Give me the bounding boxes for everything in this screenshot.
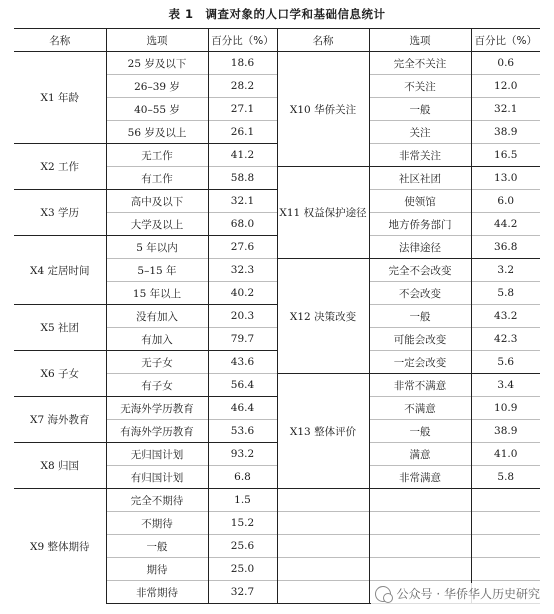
percent-cell: 32.7 bbox=[208, 581, 277, 604]
group-name: X1 年龄 bbox=[14, 52, 106, 144]
group-name: X2 工作 bbox=[14, 144, 106, 190]
group-name: X9 整体期待 bbox=[14, 489, 106, 604]
option-cell: 一般 bbox=[369, 305, 471, 328]
percent-cell: 53.6 bbox=[208, 420, 277, 443]
group-name: X8 归国 bbox=[14, 443, 106, 489]
percent-cell: 43.2 bbox=[471, 305, 540, 328]
group-name: X4 定居时间 bbox=[14, 236, 106, 305]
option-cell: 可能会改变 bbox=[369, 328, 471, 351]
percent-cell: 79.7 bbox=[208, 328, 277, 351]
percent-cell: 5.8 bbox=[471, 466, 540, 489]
empty-cell bbox=[277, 558, 369, 581]
option-cell: 26–39 岁 bbox=[106, 75, 208, 98]
option-cell: 完全不期待 bbox=[106, 489, 208, 512]
header-pct-left: 百分比（%） bbox=[208, 29, 277, 52]
percent-cell: 44.2 bbox=[471, 213, 540, 236]
wechat-logo-icon bbox=[375, 586, 391, 602]
percent-cell: 26.1 bbox=[208, 121, 277, 144]
option-cell: 满意 bbox=[369, 443, 471, 466]
empty-cell bbox=[277, 535, 369, 558]
option-cell: 期待 bbox=[106, 558, 208, 581]
option-cell: 不满意 bbox=[369, 397, 471, 420]
percent-cell: 41.0 bbox=[471, 443, 540, 466]
percent-cell: 10.9 bbox=[471, 397, 540, 420]
percent-cell: 41.2 bbox=[208, 144, 277, 167]
option-cell: 有工作 bbox=[106, 167, 208, 190]
percent-cell: 28.2 bbox=[208, 75, 277, 98]
option-cell: 完全不会改变 bbox=[369, 259, 471, 282]
option-cell: 有海外学历教育 bbox=[106, 420, 208, 443]
survey-table bbox=[14, 28, 540, 604]
empty-cell bbox=[471, 535, 540, 558]
percent-cell: 0.6 bbox=[471, 52, 540, 75]
empty-cell bbox=[471, 489, 540, 512]
empty-cell bbox=[277, 581, 369, 604]
percent-cell: 18.6 bbox=[208, 52, 277, 75]
option-cell: 一般 bbox=[369, 420, 471, 443]
empty-cell bbox=[277, 512, 369, 535]
percent-cell: 20.3 bbox=[208, 305, 277, 328]
percent-cell: 58.8 bbox=[208, 167, 277, 190]
group-name: X10 华侨关注 bbox=[277, 52, 369, 167]
option-cell: 15 年以上 bbox=[106, 282, 208, 305]
option-cell: 无归国计划 bbox=[106, 443, 208, 466]
header-row bbox=[14, 29, 540, 52]
percent-cell: 32.1 bbox=[471, 98, 540, 121]
option-cell: 非常不满意 bbox=[369, 374, 471, 397]
option-cell: 非常期待 bbox=[106, 581, 208, 604]
percent-cell: 43.6 bbox=[208, 351, 277, 374]
percent-cell: 15.2 bbox=[208, 512, 277, 535]
empty-cell bbox=[369, 558, 471, 581]
option-cell: 无工作 bbox=[106, 144, 208, 167]
percent-cell: 32.3 bbox=[208, 259, 277, 282]
group-name: X7 海外教育 bbox=[14, 397, 106, 443]
percent-cell: 16.5 bbox=[471, 144, 540, 167]
percent-cell: 6.0 bbox=[471, 190, 540, 213]
percent-cell: 46.4 bbox=[208, 397, 277, 420]
option-cell: 非常满意 bbox=[369, 466, 471, 489]
option-cell: 使领馆 bbox=[369, 190, 471, 213]
percent-cell: 56.4 bbox=[208, 374, 277, 397]
percent-cell: 38.9 bbox=[471, 420, 540, 443]
option-cell: 地方侨务部门 bbox=[369, 213, 471, 236]
option-cell: 有子女 bbox=[106, 374, 208, 397]
empty-cell bbox=[369, 489, 471, 512]
percent-cell: 68.0 bbox=[208, 213, 277, 236]
option-cell: 不关注 bbox=[369, 75, 471, 98]
table-body bbox=[14, 52, 540, 604]
header-option-left: 选项 bbox=[106, 29, 208, 52]
percent-cell: 1.5 bbox=[208, 489, 277, 512]
group-name: X13 整体评价 bbox=[277, 374, 369, 489]
table-title: 表 1 调查对象的人口学和基础信息统计 bbox=[168, 7, 386, 21]
option-cell: 非常关注 bbox=[369, 144, 471, 167]
percent-cell: 27.1 bbox=[208, 98, 277, 121]
percent-cell: 93.2 bbox=[208, 443, 277, 466]
percent-cell: 6.8 bbox=[208, 466, 277, 489]
group-name: X5 社团 bbox=[14, 305, 106, 351]
option-cell: 56 岁及以上 bbox=[106, 121, 208, 144]
option-cell: 不期待 bbox=[106, 512, 208, 535]
option-cell: 有加入 bbox=[106, 328, 208, 351]
header-name-left: 名称 bbox=[14, 29, 106, 52]
option-cell: 一般 bbox=[106, 535, 208, 558]
header-name-right: 名称 bbox=[277, 29, 369, 52]
option-cell: 不会改变 bbox=[369, 282, 471, 305]
percent-cell: 5.6 bbox=[471, 351, 540, 374]
group-name: X6 子女 bbox=[14, 351, 106, 397]
option-cell: 大学及以上 bbox=[106, 213, 208, 236]
option-cell: 高中及以下 bbox=[106, 190, 208, 213]
percent-cell: 32.1 bbox=[208, 190, 277, 213]
option-cell: 40–55 岁 bbox=[106, 98, 208, 121]
empty-cell bbox=[471, 512, 540, 535]
empty-cell bbox=[471, 558, 540, 581]
percent-cell: 13.0 bbox=[471, 167, 540, 190]
option-cell: 有归国计划 bbox=[106, 466, 208, 489]
watermark-text: 公众号 · 华侨华人历史研究 bbox=[396, 587, 540, 601]
percent-cell: 3.2 bbox=[471, 259, 540, 282]
percent-cell: 25.0 bbox=[208, 558, 277, 581]
percent-cell: 25.6 bbox=[208, 535, 277, 558]
group-name: X12 决策改变 bbox=[277, 259, 369, 374]
option-cell: 法律途径 bbox=[369, 236, 471, 259]
option-cell: 25 岁及以下 bbox=[106, 52, 208, 75]
percent-cell: 12.0 bbox=[471, 75, 540, 98]
option-cell: 无海外学历教育 bbox=[106, 397, 208, 420]
option-cell: 5 年以内 bbox=[106, 236, 208, 259]
option-cell: 社区社团 bbox=[369, 167, 471, 190]
option-cell: 完全不关注 bbox=[369, 52, 471, 75]
percent-cell: 40.2 bbox=[208, 282, 277, 305]
percent-cell: 38.9 bbox=[471, 121, 540, 144]
percent-cell: 3.4 bbox=[471, 374, 540, 397]
header-pct-right: 百分比（%） bbox=[471, 29, 540, 52]
percent-cell: 27.6 bbox=[208, 236, 277, 259]
header-option-right: 选项 bbox=[369, 29, 471, 52]
group-name: X11 权益保护途径 bbox=[277, 167, 369, 259]
percent-cell: 42.3 bbox=[471, 328, 540, 351]
empty-cell bbox=[369, 512, 471, 535]
option-cell: 关注 bbox=[369, 121, 471, 144]
table-row bbox=[14, 52, 540, 75]
option-cell: 没有加入 bbox=[106, 305, 208, 328]
empty-cell bbox=[369, 535, 471, 558]
watermark bbox=[371, 583, 544, 604]
percent-cell: 5.8 bbox=[471, 282, 540, 305]
option-cell: 一定会改变 bbox=[369, 351, 471, 374]
option-cell: 5–15 年 bbox=[106, 259, 208, 282]
table-row bbox=[14, 489, 540, 512]
option-cell: 一般 bbox=[369, 98, 471, 121]
option-cell: 无子女 bbox=[106, 351, 208, 374]
group-name: X3 学历 bbox=[14, 190, 106, 236]
empty-cell bbox=[277, 489, 369, 512]
percent-cell: 36.8 bbox=[471, 236, 540, 259]
